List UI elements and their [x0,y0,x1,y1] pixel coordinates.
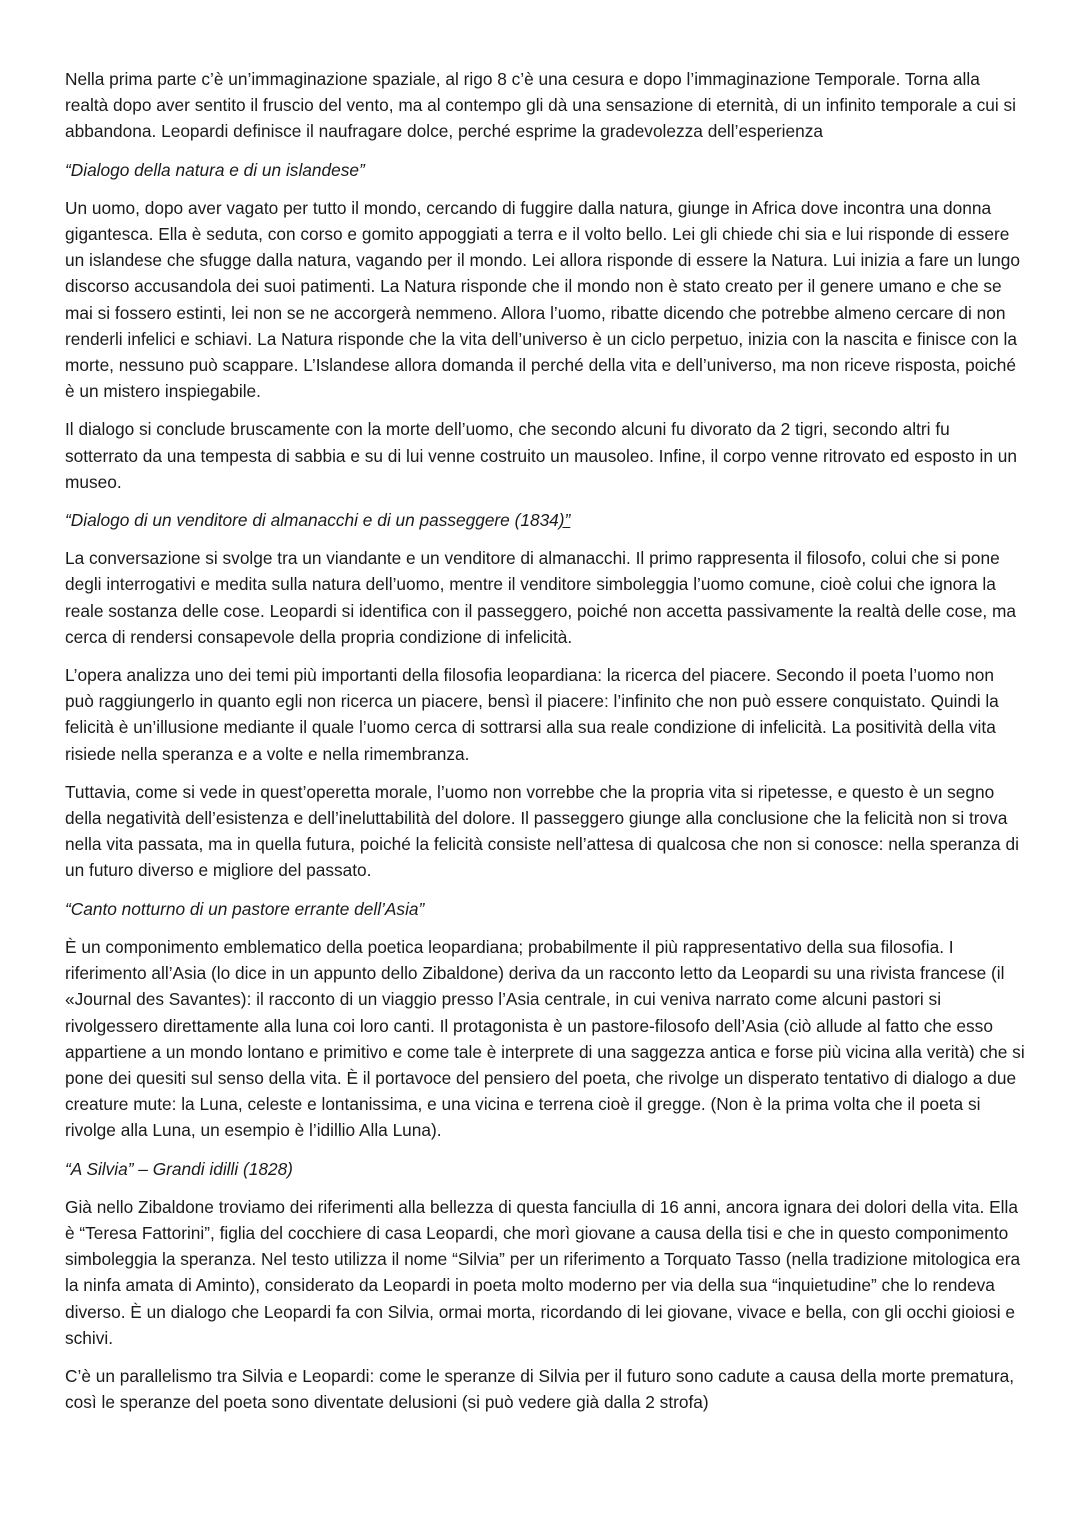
paragraph-canto-notturno-analysis: È un componimento emblematico della poetica leopardiana; probabilmente il più rappresentativo della sua filosofia. I riferimento all’Asia (lo dice in un appunto dello Zibaldone) deriva da un racconto letto da Leopardi su una rivista francese (il «Journal des Savantes): il racconto di un viaggio presso l’Asia centrale, in cui veniva narrato come alcuni pastori si rivolgessero direttamente alla luna coi loro canti. Il protagonista è un pastore-filosofo dell’Asia (ciò allude al fatto che esso appartiene a un mondo lontano e primitivo e come tale è interprete di una saggezza antica e forse più vicina alla verità) che si pone dei quesiti sul senso della vita. È il portavoce del pensiero del poeta, che rivolge un disperato tentativo di dialogo a due creature mute: la Luna, celeste e lontanissima, e una vicina e terrena cioè il gregge. (Non è la prima volta che il poeta si rivolge alla Luna, un esempio è l’idillio Alla Luna). [65,936,1025,1141]
paragraph-infinito-analysis: Nella prima parte c’è un’immaginazione spaziale, al rigo 8 c’è una cesura e dopo l’immaginazione Temporale. Torna alla realtà dopo aver sentito il fruscio del vento, ma al contempo gli dà una sensazione di eternità, di un infinito temporale a cui si abbandona. Leopardi definisce il naufragare dolce, perché esprime la gradevolezza dell’esperienza [65,69,1017,142]
paragraph-venditore-conversation: La conversazione si svolge tra un viandante e un venditore di almanacchi. Il primo rappresenta il filosofo, colui che si pone degli interrogativi e medita sulla natura dell’uomo, mentre il venditore simboleggia l’uomo comune, cioè colui che ignora la reale sostanza delle cose. Leopardi si identifica con il passeggero, poiché non accetta passivamente la realtà delle cose, ma cerca di rendersi consapevole della propria condizione di infelicità. [65,548,1017,647]
heading-canto-notturno: “Canto notturno di un pastore errante dell’Asia” [65,898,425,919]
paragraph-silvia-description: Già nello Zibaldone troviamo dei riferimenti alla bellezza di questa fanciulla di 16 anni, ancora ignara dei dolori della vita. Ella è “Teresa Fattorini”, figlia del cocchiere di casa Leopardi, che morì giovane a causa della tisi e che in questo componimento simboleggia la speranza. Nel testo utilizza il nome “Silvia” per un riferimento a Torquato Tasso (nella tradizione mitologica era la ninfa amata di Aminto), considerato da Leopardi in poeta molto moderno per via della sua “inquietudine” che lo rendeva diverso. È un dialogo che Leopardi fa con Silvia, ormai morta, ricordando di lei giovane, vivace e bella, con gli occhi gioiosi e schivi. [65,1196,1021,1348]
document-page [65,66,1025,1427]
paragraph-islandese-summary: Un uomo, dopo aver vagato per tutto il mondo, cercando di fuggire dalla natura, giunge in Africa dove incontra una donna gigantesca. Ella è seduta, con corso e gomito appoggiati a terra e il volto bello. Lei gli chiede chi sia e lui risponde di essere un islandese che sfugge dalla natura, vagando per il mondo. Lei allora risponde di essere la Natura. Lui inizia a fare un lungo discorso accusandola dei suoi patimenti. La Natura risponde che il mondo non è stato creato per il genere umano e che se mai si fossero estinti, lei non se ne accorgerà nemmeno. Allora l’uomo, ribatte dicendo che potrebbe almeno cercare di non renderli infelici e schiavi. La Natura risponde che la vita dell’universo è un ciclo perpetuo, inizia con la nascita e finisce con la morte, nessuno può scappare. L’Islandese allora domanda il perché della vita e dell’universo, ma non riceve risposta, poiché è un mistero inspiegabile. [65,197,1020,402]
paragraph-silvia-parallelismo: C’è un parallelismo tra Silvia e Leopardi: come le speranze di Silvia per il futuro sono cadute a causa della morte prematura, così le speranze del poeta sono diventate delusioni (si può vedere già dalla 2 strofa) [65,1365,1015,1413]
heading-dialogo-venditore-almanacchi [65,507,1025,533]
paragraph-islandese-ending: Il dialogo si conclude bruscamente con la morte dell’uomo, che secondo alcuni fu divorato da 2 tigri, secondo altri fu sotterrato da una tempesta di sabbia e su di lui venne costruito un mausoleo. Infine, il corpo venne ritrovato ed esposto in un museo. [65,419,1018,492]
paragraph-ricerca-piacere: L’opera analizza uno dei temi più importanti della filosofia leopardiana: la ricerca del piacere. Secondo il poeta l’uomo non può raggiungerlo in quanto egli non ricerca un piacere, bensì il piacere: l’infinito che non può essere conquistato. Quindi la felicità è un’illusione mediante il quale l’uomo cerca di sottrarsi alla sua reale condizione di infelicità. La positività della vita risiede nella speranza e a volte e nella rimembranza. [65,665,999,764]
paragraph-negativita-esistenza: Tuttavia, come si vede in quest’operetta morale, l’uomo non vorrebbe che la propria vita si ripetesse, e questo è un segno della negatività dell’esistenza e dell’ineluttabilità del dolore. Il passeggero giunge alla conclusione che la felicità non si trova nella vita passata, ma in quella futura, poiché la felicità consiste nell’attesa di qualcosa che non si conosce: nella speranza di un futuro diverso e migliore del passato. [65,781,1019,881]
heading-dialogo-venditore-tail: )” [558,510,571,531]
heading-dialogo-natura-islandese: “Dialogo della natura e di un islandese” [65,159,365,180]
heading-a-silvia: “A Silvia” – Grandi idilli (1828) [65,1158,293,1179]
heading-dialogo-venditore-text: “Dialogo di un venditore di almanacchi e di un passeggere (1834 [65,510,559,531]
